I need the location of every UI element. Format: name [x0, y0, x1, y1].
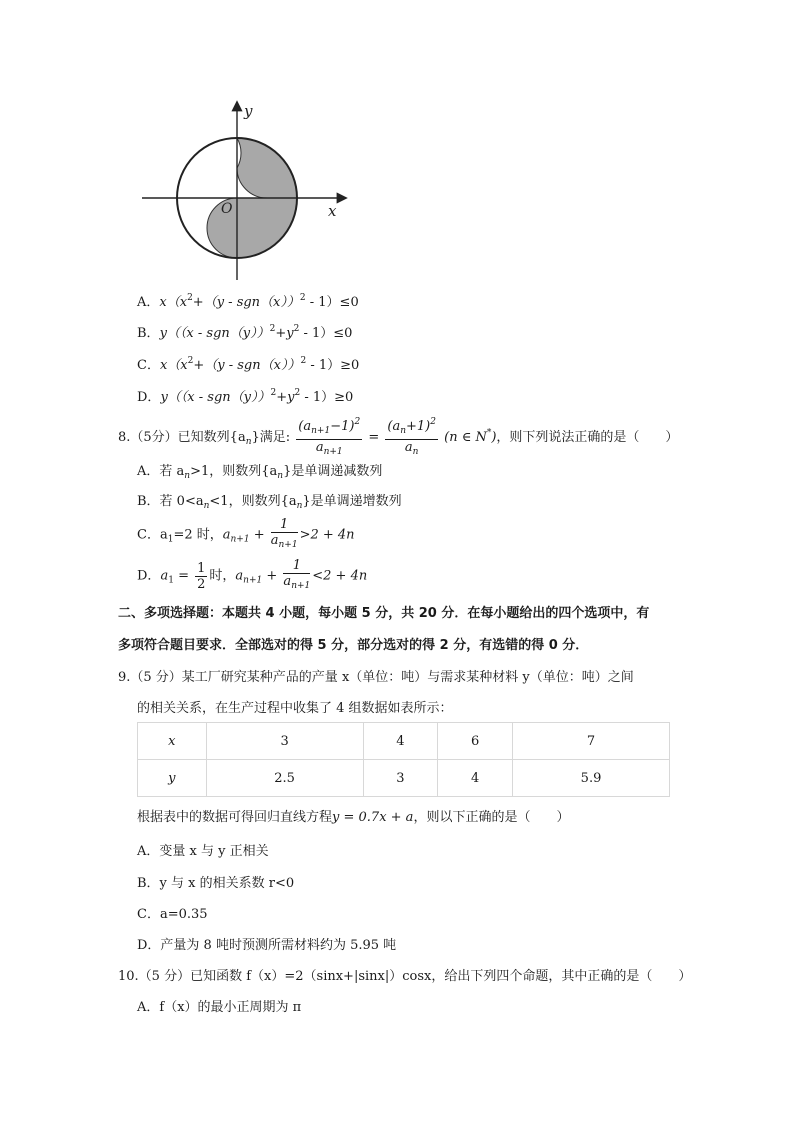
axis-label-y: y — [244, 102, 253, 120]
q7-option-b: B．$y((x - sgn(y))^2+y^2 - 1)\le 0$ — [137, 324, 353, 341]
q8-option-b: B．若 $0<a_n<1$，则数列$\{a_n\}$是单调递增数列 — [137, 494, 402, 511]
q9-line1: 9.（5 分）某工厂研究某种产品的产量 x（单位：吨）与需求某种材料 y（单位：吨）之间 — [118, 670, 634, 685]
q9-option-c: C．a=0.35 — [137, 907, 208, 922]
q8-option-d: D．$a_1$ = $\frac{1}{2}$ 时，$a_{n+1}$ + $\frac{1}{a_{n+1}}$ <2 + 4n — [137, 558, 368, 592]
q9-data-table — [137, 722, 670, 797]
table-cell: 6 — [438, 723, 513, 760]
q7-option-c: C．$x(x^2+(y - sgn(x))^2 - 1)\ge 0$ — [137, 356, 360, 373]
section2-line1: 二、多项选择题：本题共 4 小题，每小题 5 分，共 20 分．在每小题给出的四个选项中，有 — [118, 606, 650, 621]
axis-label-x: x — [328, 202, 337, 220]
q10-line1: 10.（5 分）已知函数 f（x）=2（sinx+|sinx|）cosx，给出下列四个命题，其中正确的是（ ） — [118, 969, 692, 984]
section2-line2: 多项符合题目要求．全部选对的得 5 分，部分选对的得 2 分，有选错的得 0 分． — [118, 638, 589, 653]
yin-yang-figure — [140, 98, 355, 283]
q7-option-d: D．$y((x - sgn(y))^2+y^2 - 1)\ge 0$ — [137, 388, 354, 405]
table-cell: 4 — [363, 723, 438, 760]
q8-stem: 8.（5分）已知数列$\{a_n\}$满足: $\frac{(a_{n+1}-1)^2}{a_{n+1}}$ = $\frac{(a_n+1)^2}{a_n}$ (n ∈ N*)，则下列说法正确的是（ ） — [118, 415, 678, 460]
table-row — [138, 760, 670, 797]
q9-option-d: D．产量为 8 吨时预测所需材料约为 5.95 吨 — [137, 938, 397, 953]
table-cell: 3 — [206, 723, 363, 760]
table-cell: y — [138, 760, 207, 797]
q8-rhs-fraction: $\frac{(a_n+1)^2}{a_n}$ — [387, 417, 436, 457]
regression-equation: y = 0.7x + a — [332, 810, 414, 825]
q10-option-a: A．f（x）的最小正周期为 π — [137, 1000, 302, 1015]
q9-after-table: 根据表中的数据可得回归直线方程y = 0.7x + a，则以下正确的是（ ） — [137, 810, 570, 825]
q9-option-a: A．变量 x 与 y 正相关 — [137, 844, 269, 859]
table-cell: 2.5 — [206, 760, 363, 797]
q8-lhs-fraction: $\frac{(a_{n+1}-1)^2}{a_{n+1}}$ — [298, 417, 361, 457]
table-cell: 5.9 — [513, 760, 670, 797]
table-row — [138, 723, 670, 760]
table-cell: x — [138, 723, 207, 760]
origin-label: O — [221, 201, 233, 217]
q8-option-c: C．$a_1=2$ 时，$a_{n+1}$ + $\frac{1}{a_{n+1}}$ >2 + 4n — [137, 517, 355, 550]
q9-option-b: B．y 与 x 的相关系数 r<0 — [137, 876, 295, 891]
table-cell: 4 — [438, 760, 513, 797]
table-cell: 3 — [363, 760, 438, 797]
q7-option-a: A．$x(x^2+(y - sgn(x))^2 - 1)\le 0$ — [137, 293, 359, 310]
table-cell: 7 — [513, 723, 670, 760]
q8-option-a: A．若 $a_n>1$，则数列$\{a_n\}$是单调递减数列 — [137, 464, 383, 481]
q9-line2: 的相关关系，在生产过程中收集了 4 组数据如表所示： — [137, 701, 453, 716]
